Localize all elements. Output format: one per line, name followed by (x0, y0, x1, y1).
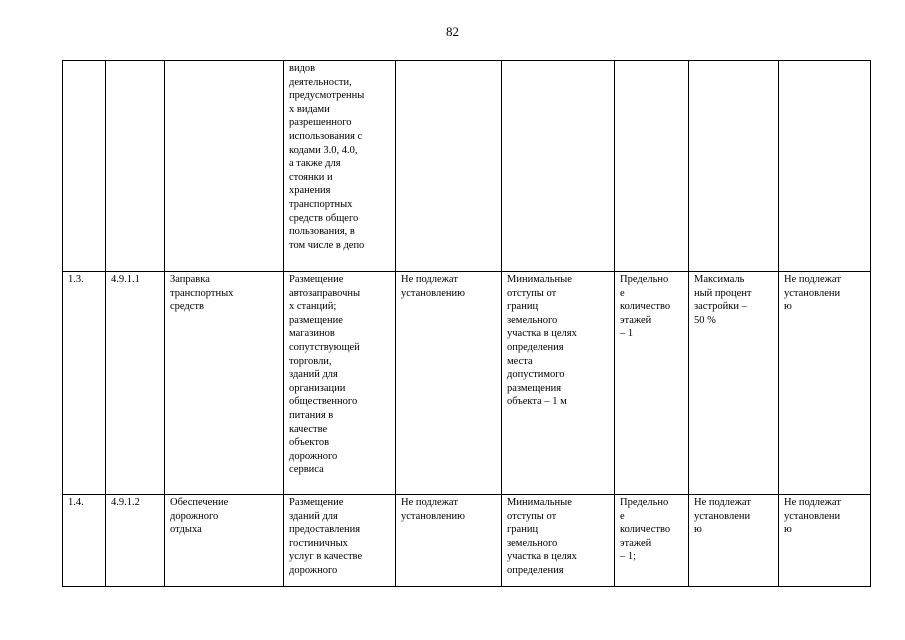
table-cell (779, 61, 871, 272)
table-cell: Минимальные отступы от границ земельного участка в целях определения (502, 495, 615, 587)
name-cell: Заправка транспортных средств (165, 272, 284, 495)
table-cell (502, 61, 615, 272)
table-cell: Не подлежат установлению (396, 495, 502, 587)
table-cell: Минимальные отступы от границ земельного участка в целях определения места допустимого размещения объекта – 1 м (502, 272, 615, 495)
table-row (63, 272, 871, 495)
code-cell (106, 61, 165, 272)
code-cell: 4.9.1.1 (106, 272, 165, 495)
table-cell: Предельно е количество этажей – 1 (615, 272, 689, 495)
row-number-cell (63, 61, 106, 272)
table-row (63, 495, 871, 587)
description-cell: Размещение автозаправочны х станций; размещение магазинов сопутствующей торговли, зданий для организации общественного питания в качестве объектов дорожного сервиса (284, 272, 396, 495)
table-cell: Максималь ный процент застройки – 50 % (689, 272, 779, 495)
regulations-table (62, 60, 871, 587)
row-number-cell: 1.4. (63, 495, 106, 587)
table-cell: Не подлежат установлени ю (779, 495, 871, 587)
table-cell: Не подлежат установлени ю (689, 495, 779, 587)
page-number: 82 (446, 24, 459, 39)
table-cell: Предельно е количество этажей – 1; (615, 495, 689, 587)
name-cell (165, 61, 284, 272)
table-cell: Не подлежат установлени ю (779, 272, 871, 495)
code-cell: 4.9.1.2 (106, 495, 165, 587)
table-cell (396, 61, 502, 272)
table-cell (689, 61, 779, 272)
table-row (63, 61, 871, 272)
table-cell: Не подлежат установлению (396, 272, 502, 495)
row-number-cell: 1.3. (63, 272, 106, 495)
table-cell (615, 61, 689, 272)
description-cell: видов деятельности, предусмотренны х видами разрешенного использования с кодами 3.0, 4.0, а также для стоянки и хранения транспортных средств общего пользования, в том числе в депо (284, 61, 396, 272)
description-cell: Размещение зданий для предоставления гостиничных услуг в качестве дорожного (284, 495, 396, 587)
name-cell: Обеспечение дорожного отдыха (165, 495, 284, 587)
